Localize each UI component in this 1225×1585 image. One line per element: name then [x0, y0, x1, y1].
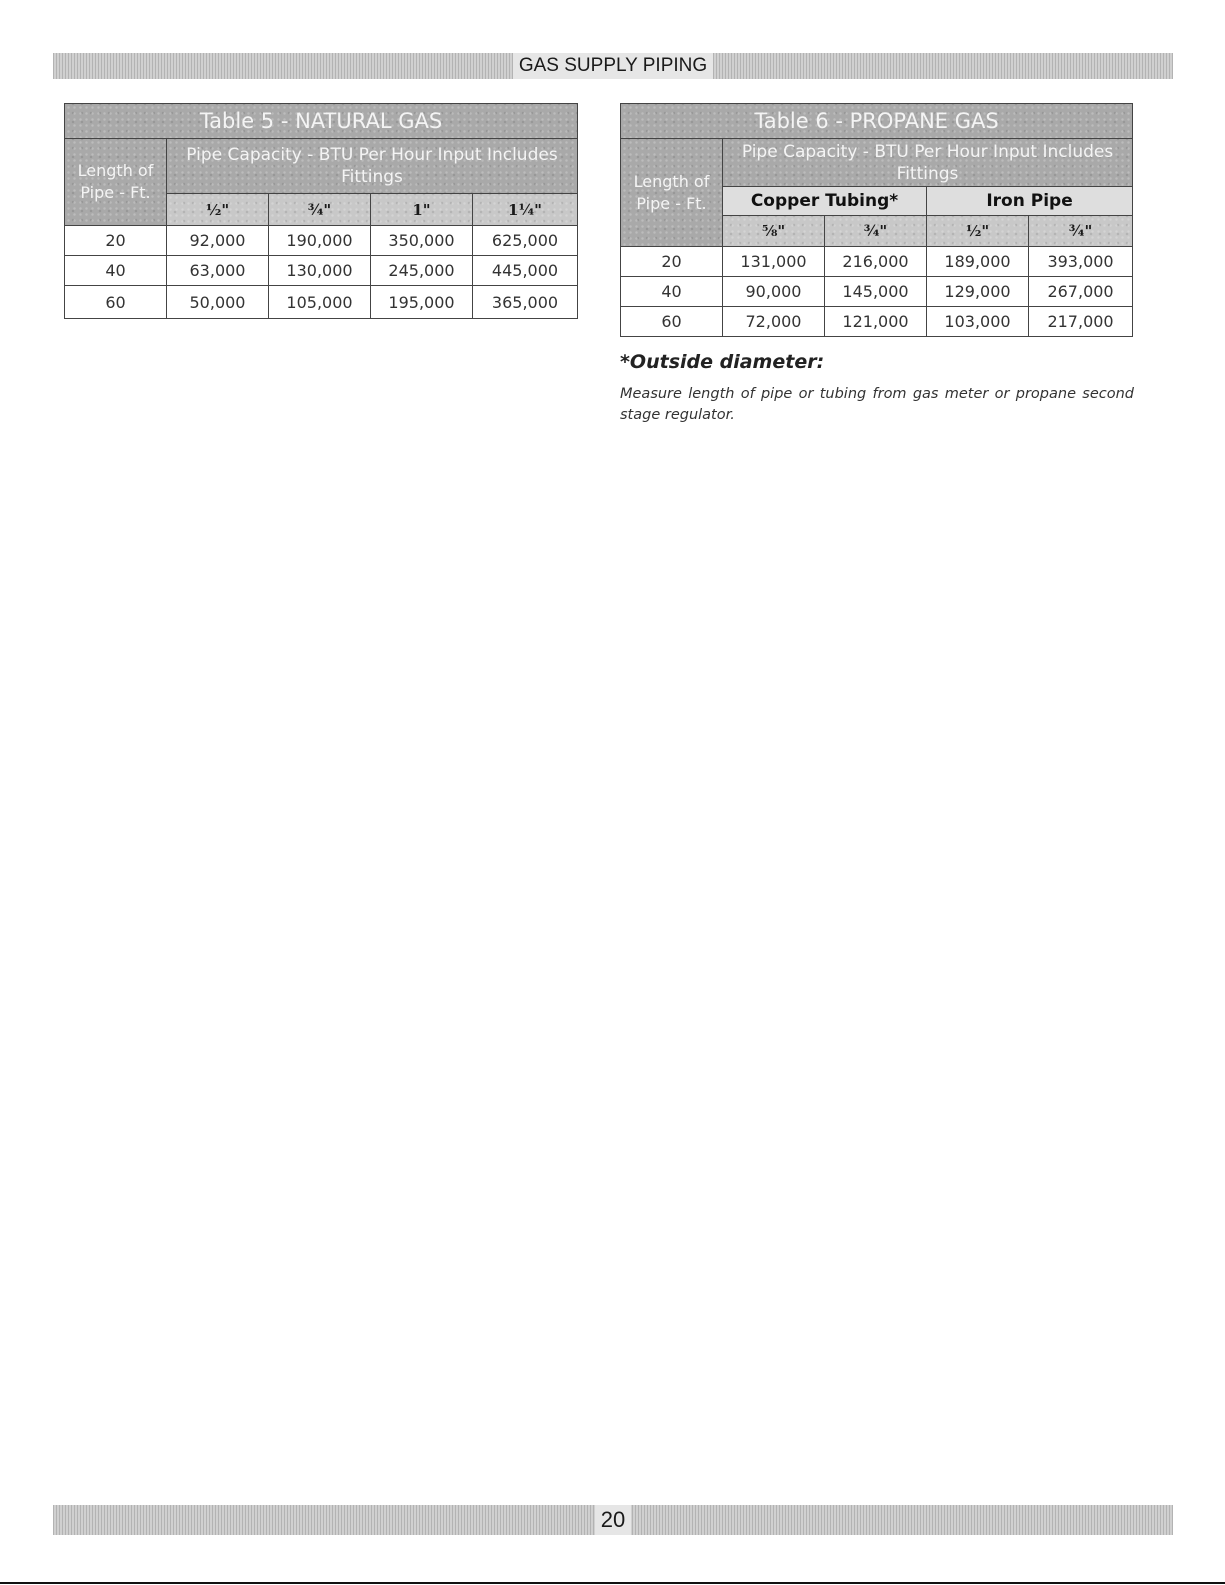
size-header: ⅝": [723, 216, 825, 247]
capacity-cell: 131,000: [723, 247, 825, 277]
size-header: ¾": [269, 194, 371, 226]
length-header: Length of Pipe - Ft.: [621, 139, 723, 247]
size-header: ¾": [825, 216, 927, 247]
copper-tubing-header: Copper Tubing*: [723, 187, 927, 216]
size-header: ¾": [1029, 216, 1133, 247]
section-title: GAS SUPPLY PIPING: [513, 53, 713, 79]
capacity-cell: 267,000: [1029, 277, 1133, 307]
capacity-cell: 129,000: [927, 277, 1029, 307]
propane-gas-table: [620, 103, 1133, 337]
capacity-cell: 216,000: [825, 247, 927, 277]
capacity-cell: 72,000: [723, 307, 825, 337]
length-cell: 60: [621, 307, 723, 337]
capacity-cell: 92,000: [167, 226, 269, 256]
size-header: 1": [371, 194, 473, 226]
table-row: [65, 286, 578, 319]
page-footer-band: [53, 1505, 1173, 1535]
table-title: Table 6 - PROPANE GAS: [621, 104, 1133, 139]
section-header-band: [53, 53, 1173, 79]
length-cell: 60: [65, 286, 167, 319]
capacity-cell: 63,000: [167, 256, 269, 286]
capacity-cell: 195,000: [371, 286, 473, 319]
footnote-heading: *Outside diameter:: [620, 351, 825, 373]
capacity-cell: 217,000: [1029, 307, 1133, 337]
capacity-header: Pipe Capacity - BTU Per Hour Input Includes Fittings: [723, 139, 1133, 187]
length-header: Length of Pipe - Ft.: [65, 139, 167, 226]
capacity-cell: 90,000: [723, 277, 825, 307]
capacity-cell: 445,000: [473, 256, 578, 286]
capacity-cell: 105,000: [269, 286, 371, 319]
table-title: Table 5 - NATURAL GAS: [65, 104, 578, 139]
table-row: [65, 226, 578, 256]
length-cell: 40: [65, 256, 167, 286]
footer-divider: [0, 1582, 1225, 1584]
capacity-cell: 130,000: [269, 256, 371, 286]
table-row: [621, 247, 1133, 277]
capacity-cell: 365,000: [473, 286, 578, 319]
capacity-header: Pipe Capacity - BTU Per Hour Input Includes Fittings: [167, 139, 578, 194]
capacity-cell: 145,000: [825, 277, 927, 307]
footnote-text: Measure length of pipe or tubing from gas meter or propane second stage regulator.: [620, 386, 1134, 423]
iron-pipe-header: Iron Pipe: [927, 187, 1133, 216]
table-row: [65, 256, 578, 286]
capacity-cell: 350,000: [371, 226, 473, 256]
table-row: [621, 307, 1133, 337]
length-cell: 20: [65, 226, 167, 256]
capacity-cell: 121,000: [825, 307, 927, 337]
capacity-cell: 245,000: [371, 256, 473, 286]
size-header: 1¼": [473, 194, 578, 226]
capacity-cell: 50,000: [167, 286, 269, 319]
size-header: ½": [927, 216, 1029, 247]
capacity-cell: 190,000: [269, 226, 371, 256]
length-cell: 40: [621, 277, 723, 307]
capacity-cell: 103,000: [927, 307, 1029, 337]
capacity-cell: 189,000: [927, 247, 1029, 277]
table-row: [621, 277, 1133, 307]
length-cell: 20: [621, 247, 723, 277]
page-number: 20: [595, 1505, 631, 1535]
capacity-cell: 393,000: [1029, 247, 1133, 277]
natural-gas-table: [64, 103, 578, 319]
size-header: ½": [167, 194, 269, 226]
capacity-cell: 625,000: [473, 226, 578, 256]
